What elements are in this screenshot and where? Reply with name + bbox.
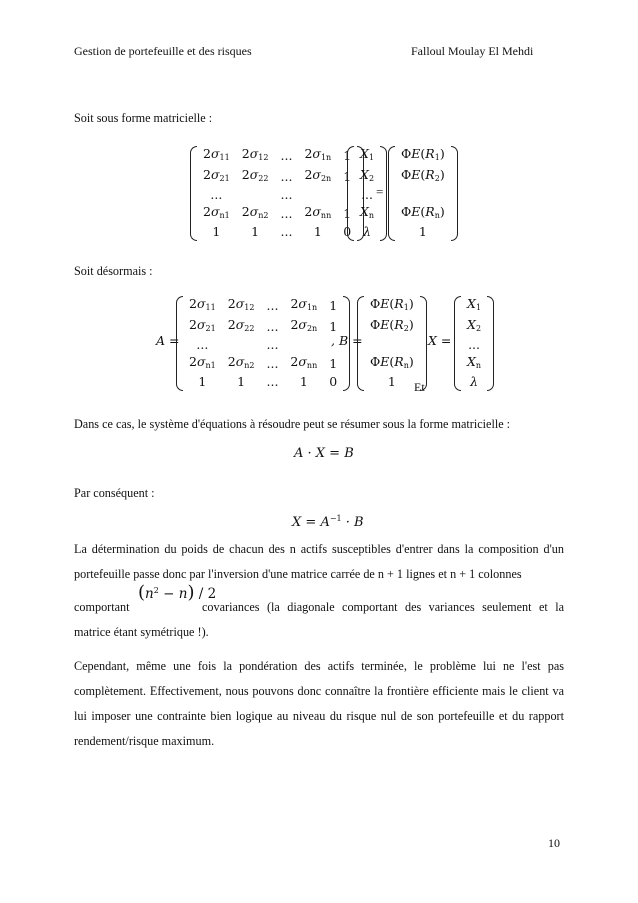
rhs-cell: $\Phi E(R_n)$ — [401, 203, 445, 220]
coefficient-cell: $2\sigma_{22}$ — [241, 166, 269, 183]
coefficient-row — [197, 167, 357, 188]
unknown-cell: ... — [361, 187, 373, 203]
matrix-b-row — [364, 317, 420, 338]
matrix-a-cell: 1 — [329, 318, 338, 334]
matrix-a-cell: ... — [266, 337, 279, 353]
matrix-a-row — [183, 337, 343, 354]
rhs-row — [395, 167, 451, 188]
matrix-a-cell: 1 — [299, 374, 308, 390]
matrix-x-cell: ... — [468, 337, 480, 353]
matrix-a-cell: $2\sigma_{21}$ — [189, 316, 216, 333]
coefficient-cell: 1 — [313, 224, 322, 240]
matrix-b-cell: $\Phi E(R_n)$ — [370, 353, 414, 370]
coefficient-cell: $2\sigma_{nn}$ — [304, 203, 332, 220]
rhs-row — [395, 224, 451, 241]
coefficient-cell: 1 — [343, 205, 352, 221]
matrix-a-cell: $2\sigma_{22}$ — [227, 316, 255, 333]
matrix-a-cell: $2\sigma_{n1}$ — [189, 353, 216, 370]
matrix-x-cell: λ — [470, 374, 478, 390]
matrix-a-cell: 1 — [198, 374, 207, 390]
word-comportant: comportant — [74, 600, 130, 614]
matrix-a-row — [183, 374, 343, 391]
coefficient-cell: ... — [280, 168, 293, 184]
matrix-a-cell: ... — [196, 337, 209, 353]
matrix-b-cell: $\Phi E(R_2)$ — [370, 316, 414, 333]
coefficient-cell: 1 — [251, 224, 260, 240]
rhs-cell: 1 — [418, 224, 427, 240]
equals-sign: = — [376, 184, 384, 199]
matrix-a-cell: $2\sigma_{1n}$ — [290, 296, 318, 312]
coefficient-cell: ... — [210, 187, 223, 203]
label-A: A = — [156, 333, 180, 348]
rhs-row — [395, 187, 451, 204]
coefficient-cell — [236, 187, 275, 204]
running-header-author: Falloul Moulay El Mehdi — [411, 44, 534, 58]
label-B: , B = — [331, 333, 363, 348]
matrix-a-cell: $2\sigma_{n2}$ — [227, 353, 255, 370]
paragraph-covariances: covariances (la diagonale comportant des variances seulement et la matrice étant symétrique !). — [74, 600, 564, 639]
unknown-cell: $X_n$ — [360, 203, 375, 220]
coefficient-row — [197, 224, 357, 241]
intro-definitions: Soit désormais : — [74, 264, 153, 278]
unknown-cell: λ — [363, 224, 371, 240]
matrix-a-cell: 1 — [237, 374, 246, 390]
coefficient-cell: 0 — [343, 224, 352, 240]
matrix-x-cell: $X_2$ — [467, 316, 482, 333]
unknown-row — [354, 146, 380, 167]
matrix-a-cell: $2\sigma_{2n}$ — [290, 316, 318, 333]
coefficient-cell: ... — [280, 187, 293, 203]
paragraph-however: Cependant, même une fois la pondération des actifs terminée, le problème lui ne l'est pas complètement. Effectivement, nous pouvons donc connaître la frontière efficiente mais le client va lui imposer une contrainte bien logique au niveau du risque nul de son portefeuille et du rapport rendement/risque maximum. — [74, 659, 564, 748]
paragraph-consequently: Par conséquent : — [74, 486, 155, 500]
label-X: X = — [428, 333, 452, 348]
coefficient-row — [197, 146, 357, 167]
matrix-b-row — [364, 337, 420, 354]
equation-x-inverse: $X = A^{-1} \cdot B$ — [292, 514, 364, 530]
rhs-row — [395, 146, 451, 167]
coefficient-cell: $2\sigma_{12}$ — [241, 146, 269, 162]
unknown-cell: $X_2$ — [360, 166, 375, 183]
coefficient-cell: 1 — [343, 148, 352, 163]
matrix-a-cell: 0 — [329, 374, 338, 390]
matrix-a-cell: ... — [266, 355, 279, 371]
matrix-a-cell: 1 — [329, 355, 338, 371]
coefficient-matrix — [197, 146, 357, 241]
count-formula: $(n^2 - n) / 2$ — [138, 582, 217, 603]
running-header-title: Gestion de portefeuille et des risques — [74, 44, 252, 58]
matrix-a-cell: $2\sigma_{nn}$ — [290, 353, 318, 370]
coefficient-cell: ... — [280, 148, 293, 163]
matrix-b-row — [364, 354, 420, 375]
coefficient-cell: 1 — [212, 224, 221, 240]
paragraph-system-summary: Dans ce cas, le système d'équations à résoudre peut se résumer sous la forme matricielle : — [74, 417, 511, 431]
equation-ax-b: A · X = B — [294, 446, 354, 461]
matrix-a-row — [183, 317, 343, 338]
matrix-b-cell — [364, 337, 420, 354]
intro-matrix-form: Soit sous forme matricielle : — [74, 111, 213, 125]
matrix-b-row — [364, 296, 420, 317]
coefficient-cell: $2\sigma_{2n}$ — [304, 166, 332, 183]
matrix-a-row — [183, 354, 343, 375]
coefficient-row — [197, 187, 357, 204]
matrix-x-row — [461, 296, 487, 317]
matrix-a-cell: 1 — [329, 298, 338, 313]
unknown-row — [354, 224, 380, 241]
coefficient-cell: $2\sigma_{n1}$ — [203, 203, 230, 220]
rhs-row — [395, 204, 451, 225]
matrix-a-cell: ... — [266, 298, 279, 313]
rhs-cell: $\Phi E(R_2)$ — [401, 166, 445, 183]
matrix-a-cell: $2\sigma_{11}$ — [189, 296, 216, 312]
rhs-vector — [395, 146, 451, 241]
matrix-a-cell: $2\sigma_{12}$ — [227, 296, 255, 312]
coefficient-row — [197, 204, 357, 225]
coefficient-cell: $2\sigma_{21}$ — [203, 166, 230, 183]
matrix-x-row — [461, 354, 487, 375]
coefficient-cell — [298, 187, 337, 204]
matrix-x-cell: $X_1$ — [467, 296, 482, 312]
coefficient-cell: $2\sigma_{1n}$ — [304, 146, 332, 162]
page-number: 10 — [548, 836, 560, 850]
matrix-b-cell: 1 — [387, 374, 396, 390]
et-connector: Et — [414, 380, 425, 394]
matrix-x-row — [461, 317, 487, 338]
coefficient-cell: 1 — [343, 168, 352, 184]
matrix-a-cell — [284, 337, 323, 354]
unknown-cell: $X_1$ — [360, 146, 375, 162]
matrix-a-cell: ... — [266, 318, 279, 334]
coefficient-cell: ... — [280, 224, 293, 240]
coefficient-cell: ... — [280, 205, 293, 221]
coefficient-cell: $2\sigma_{11}$ — [203, 146, 230, 162]
matrix-x-cell: $X_n$ — [467, 353, 482, 370]
matrix-x-row — [461, 337, 487, 354]
matrix-x-row — [461, 374, 487, 391]
unknown-row — [354, 204, 380, 225]
matrix-b-cell: $\Phi E(R_1)$ — [370, 296, 414, 312]
matrix-b-row — [364, 374, 420, 391]
paragraph-determination: La détermination du poids de chacun des n actifs susceptibles d'entrer dans la composition d'un portefeuille passe donc par l'inversion d'une matrice carrée de n + 1 lignes et n + 1 colonnes — [74, 542, 564, 581]
matrix-a-cell — [222, 337, 261, 354]
matrix-a-row — [183, 296, 343, 317]
coefficient-cell: $2\sigma_{n2}$ — [241, 203, 269, 220]
rhs-cell: $\Phi E(R_1)$ — [401, 146, 445, 162]
rhs-cell — [395, 187, 451, 204]
matrix-a-cell: ... — [266, 374, 279, 390]
